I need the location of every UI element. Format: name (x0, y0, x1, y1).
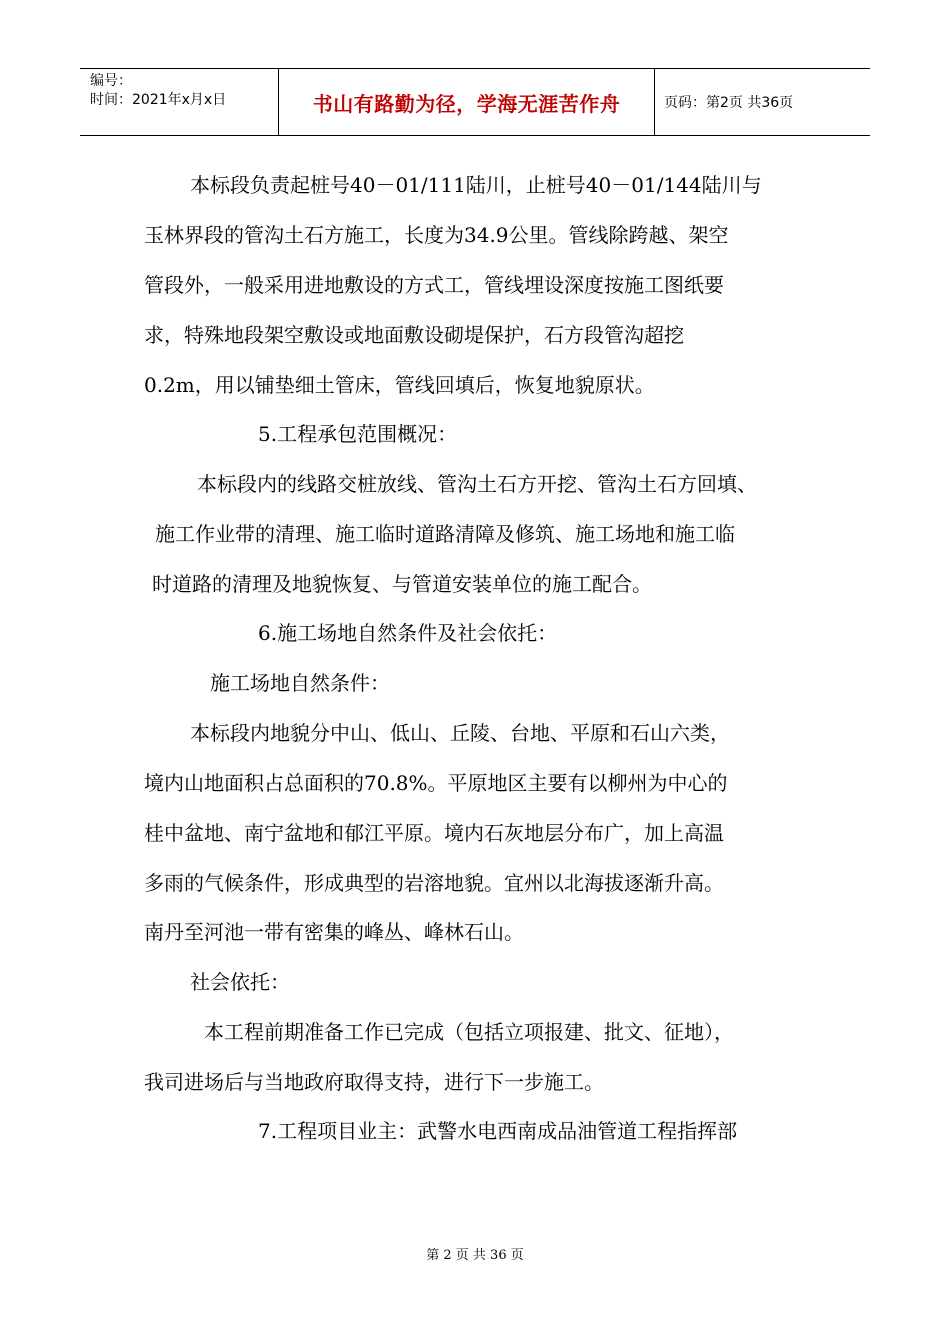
subheading: 施工场地自然条件： (210, 671, 390, 695)
body-line: 本标段内地貌分中山、低山、丘陵、台地、平原和石山六类， (190, 721, 730, 745)
page-header (80, 68, 870, 136)
page-code: 页码：第2页 共36页 (664, 95, 794, 111)
section-heading: 5.工程承包范围概况： (258, 422, 458, 446)
subheading: 社会依托： (190, 970, 290, 994)
section-heading: 6.施工场地自然条件及社会依托： (258, 621, 558, 645)
body-line: 本标段负责起桩号40－01/111陆川，止桩号40－01/144陆川与 (190, 173, 762, 197)
time-label: 时间：2021年x月x日 (90, 92, 227, 108)
body-line: 境内山地面积占总面积的70.8%。平原地区主要有以柳州为中心的 (144, 771, 728, 795)
body-line: 求，特殊地段架空敷设或地面敷设砌堤保护，石方段管沟超挖 (144, 323, 684, 347)
serial-label: 编号： (90, 73, 132, 89)
body-line: 本工程前期准备工作已完成（包括立项报建、批文、征地）， (204, 1020, 734, 1044)
body-line: 管段外，一般采用进地敷设的方式工，管线埋设深度按施工图纸要 (144, 273, 724, 297)
header-page-code-cell (655, 69, 870, 135)
body-line: 南丹至河池一带有密集的峰丛、峰林石山。 (144, 920, 524, 944)
body-line: 桂中盆地、南宁盆地和郁江平原。境内石灰地层分布广，加上高温 (144, 821, 724, 845)
body-line: 我司进场后与当地政府取得支持，进行下一步施工。 (144, 1070, 604, 1094)
body-line: 多雨的气候条件，形成典型的岩溶地貌。宜州以北海拔逐渐升高。 (144, 871, 724, 895)
motto: 书山有路勤为径，学海无涯苦作舟 (312, 91, 621, 116)
body-line: 本标段内的线路交桩放线、管沟土石方开挖、管沟土石方回填、 (197, 472, 757, 496)
page-footer: 第 2 页 共 36 页 (426, 1248, 524, 1263)
section-heading: 7.工程项目业主：武警水电西南成品油管道工程指挥部 (258, 1119, 738, 1143)
body-line: 施工作业带的清理、施工临时道路清障及修筑、施工场地和施工临 (155, 522, 735, 546)
body-line: 0.2m，用以铺垫细土管床，管线回填后，恢复地貌原状。 (144, 373, 655, 397)
header-info (80, 69, 279, 135)
header-motto-cell (279, 69, 655, 135)
body-line: 玉林界段的管沟土石方施工，长度为34.9公里。管线除跨越、架空 (144, 223, 729, 247)
body-line: 时道路的清理及地貌恢复、与管道安装单位的施工配合。 (152, 572, 652, 596)
